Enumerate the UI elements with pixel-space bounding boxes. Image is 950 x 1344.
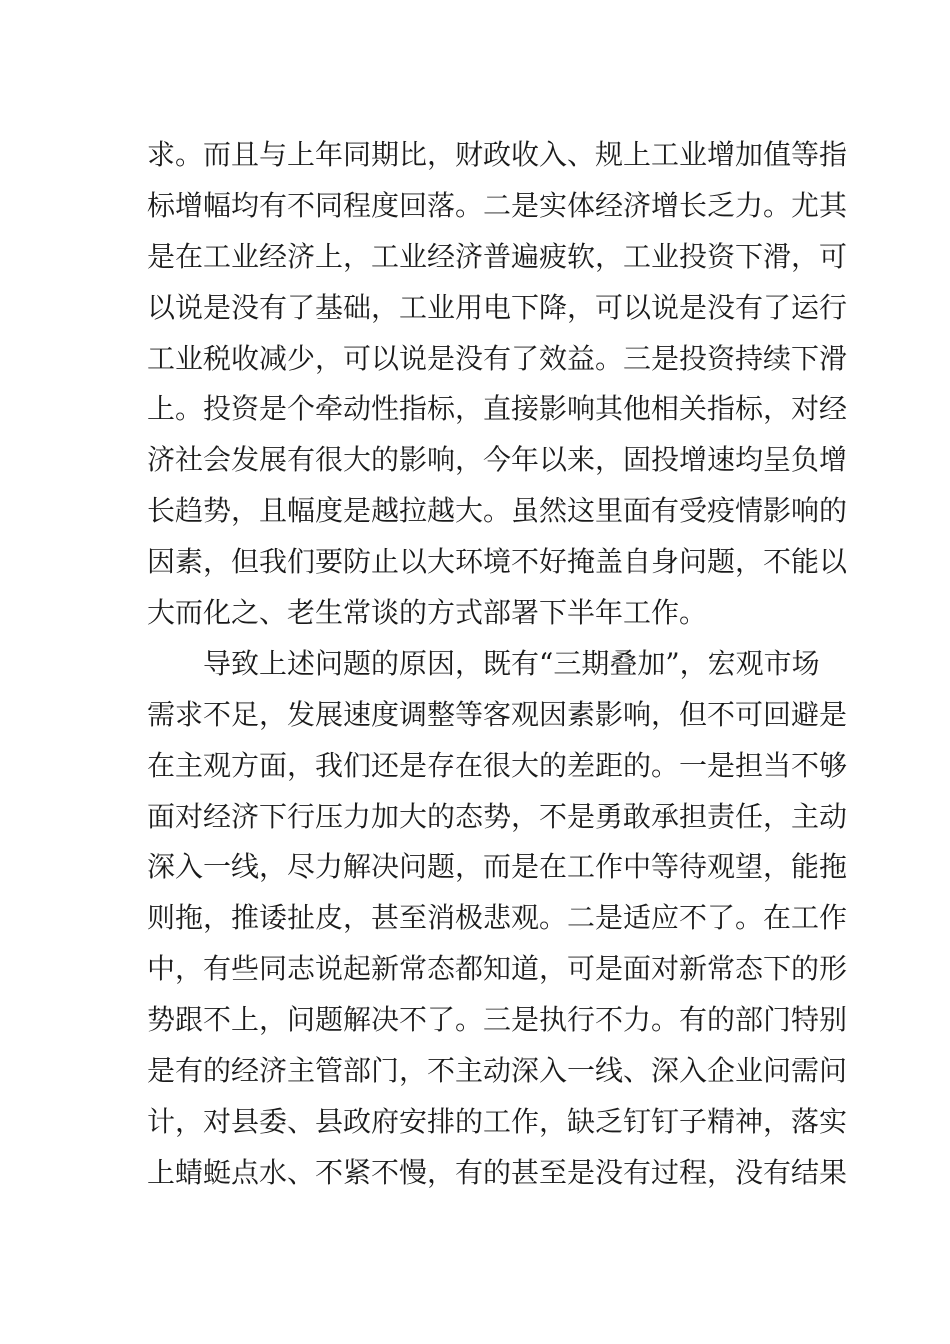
text-line: 求。而且与上年同期比，财政收入、规上工业增加值等指 bbox=[147, 138, 848, 171]
text-line: 标增幅均有不同程度回落。二是实体经济增长乏力。尤其 bbox=[147, 188, 848, 222]
text-line: 是在工业经济上，工业经济普遍疲软，工业投资下滑，可 bbox=[147, 239, 848, 273]
text-line: 上。投资是个牵动性指标，直接影响其他相关指标，对经 bbox=[147, 392, 848, 426]
text-line: 以说是没有了基础，工业用电下降，可以说是没有了运行 bbox=[147, 290, 848, 324]
text-line: 在主观方面，我们还是存在很大的差距的。一是担当不够 bbox=[147, 748, 848, 782]
text-line: 济社会发展有很大的影响，今年以来，固投增速均呈负增 bbox=[147, 443, 848, 477]
text-line: 导致上述问题的原因，既有“三期叠加”，宏观市场 bbox=[203, 646, 820, 680]
text-line: 是有的经济主管部门，不主动深入一线、深入企业问需问 bbox=[147, 1054, 848, 1088]
text-line: 则拖，推诿扯皮，甚至消极悲观。二是适应不了。在工作 bbox=[147, 901, 848, 935]
text-line: 势跟不上，问题解决不了。三是执行不力。有的部门特别 bbox=[147, 1003, 848, 1037]
text-line: 计，对县委、县政府安排的工作，缺乏钉钉子精神，落实 bbox=[147, 1104, 848, 1138]
text-line: 需求不足，发展速度调整等客观因素影响，但不可回避是 bbox=[147, 697, 848, 731]
body-text bbox=[147, 130, 848, 1199]
text-line: 长趋势，且幅度是越拉越大。虽然这里面有受疫情影响的 bbox=[147, 494, 848, 528]
text-line: 上蜻蜓点水、不紧不慢，有的甚至是没有过程，没有结果 bbox=[147, 1155, 848, 1189]
text-line: 深入一线，尽力解决问题，而是在工作中等待观望，能拖 bbox=[147, 850, 848, 884]
text-line: 面对经济下行压力加大的态势，不是勇敢承担责任，主动 bbox=[147, 799, 848, 833]
text-line: 大而化之、老生常谈的方式部署下半年工作。 bbox=[147, 596, 708, 630]
text-line: 因素，但我们要防止以大环境不好掩盖自身问题，不能以 bbox=[147, 545, 848, 579]
text-line: 中，有些同志说起新常态都知道，可是面对新常态下的形 bbox=[147, 952, 848, 986]
text-line: 工业税收减少，可以说是没有了效益。三是投资持续下滑 bbox=[147, 341, 848, 375]
